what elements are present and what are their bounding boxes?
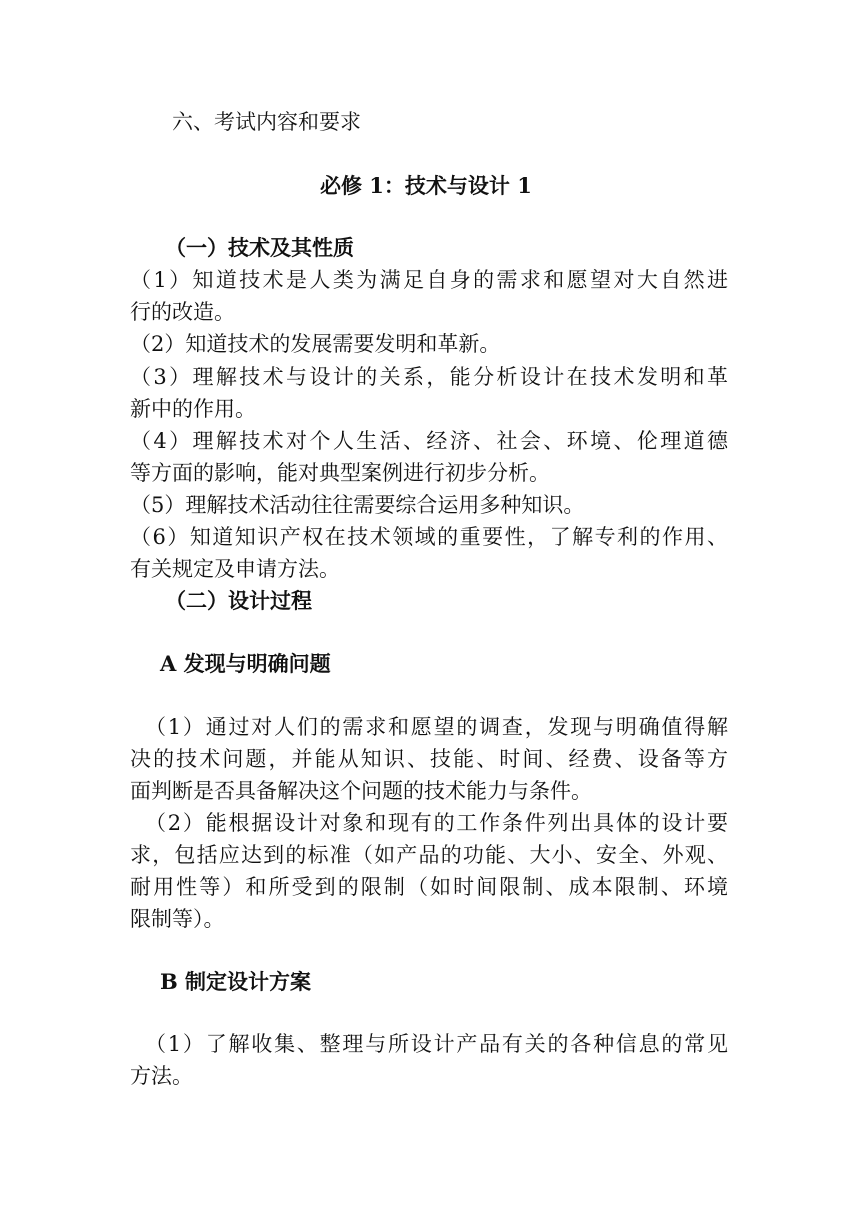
part1-line: 新中的作用。 [130, 397, 256, 421]
part1-line: （4）理解技术对个人生活、经济、社会、环境、伦理道德 [130, 429, 728, 453]
part1-line: 有关规定及申请方法。 [130, 557, 340, 581]
part1-line: （5）理解技术活动往往需要综合运用多种知识。 [130, 493, 585, 517]
subsection-a-line: 决的技术问题，并能从知识、技能、时间、经费、设备等方 [130, 747, 728, 771]
section-heading: 六、考试内容和要求 [172, 110, 361, 134]
part1-line: （6）知道知识产权在技术领域的重要性，了解专利的作用、 [130, 525, 728, 549]
subsection-a-line: 求，包括应达到的标准（如产品的功能、大小、安全、外观、 [130, 843, 728, 867]
subsection-b-heading: B 制定设计方案 [160, 969, 312, 994]
part1-heading: （一）技术及其性质 [165, 235, 354, 260]
subsection-a-line: 面判断是否具备解决这个问题的技术能力与条件。 [130, 779, 592, 803]
part1-line: 行的改造。 [130, 300, 235, 324]
part1-line: （2）知道技术的发展需要发明和革新。 [130, 332, 501, 356]
subsection-a-line: （2）能根据设计对象和现有的工作条件列出具体的设计要 [145, 811, 728, 835]
module-title: 必修 1：技术与设计 1 [320, 173, 532, 198]
part1-line: （1）知道技术是人类为满足自身的需求和愿望对大自然进 [130, 268, 728, 292]
subsection-b-line: （1）了解收集、整理与所设计产品有关的各种信息的常见 [145, 1032, 728, 1056]
subsection-a-line: 限制等）。 [130, 907, 225, 931]
subsection-b-line: 方法。 [130, 1064, 193, 1088]
subsection-a-line: （1）通过对人们的需求和愿望的调查，发现与明确值得解 [145, 715, 728, 739]
part1-line: 等方面的影响，能对典型案例进行初步分析。 [130, 461, 550, 485]
part2-heading: （二）设计过程 [165, 588, 312, 613]
subsection-a-line: 耐用性等）和所受到的限制（如时间限制、成本限制、环境 [130, 875, 728, 899]
subsection-a-heading: A 发现与明确问题 [160, 651, 331, 676]
part1-line: （3）理解技术与设计的关系，能分析设计在技术发明和革 [130, 365, 728, 389]
